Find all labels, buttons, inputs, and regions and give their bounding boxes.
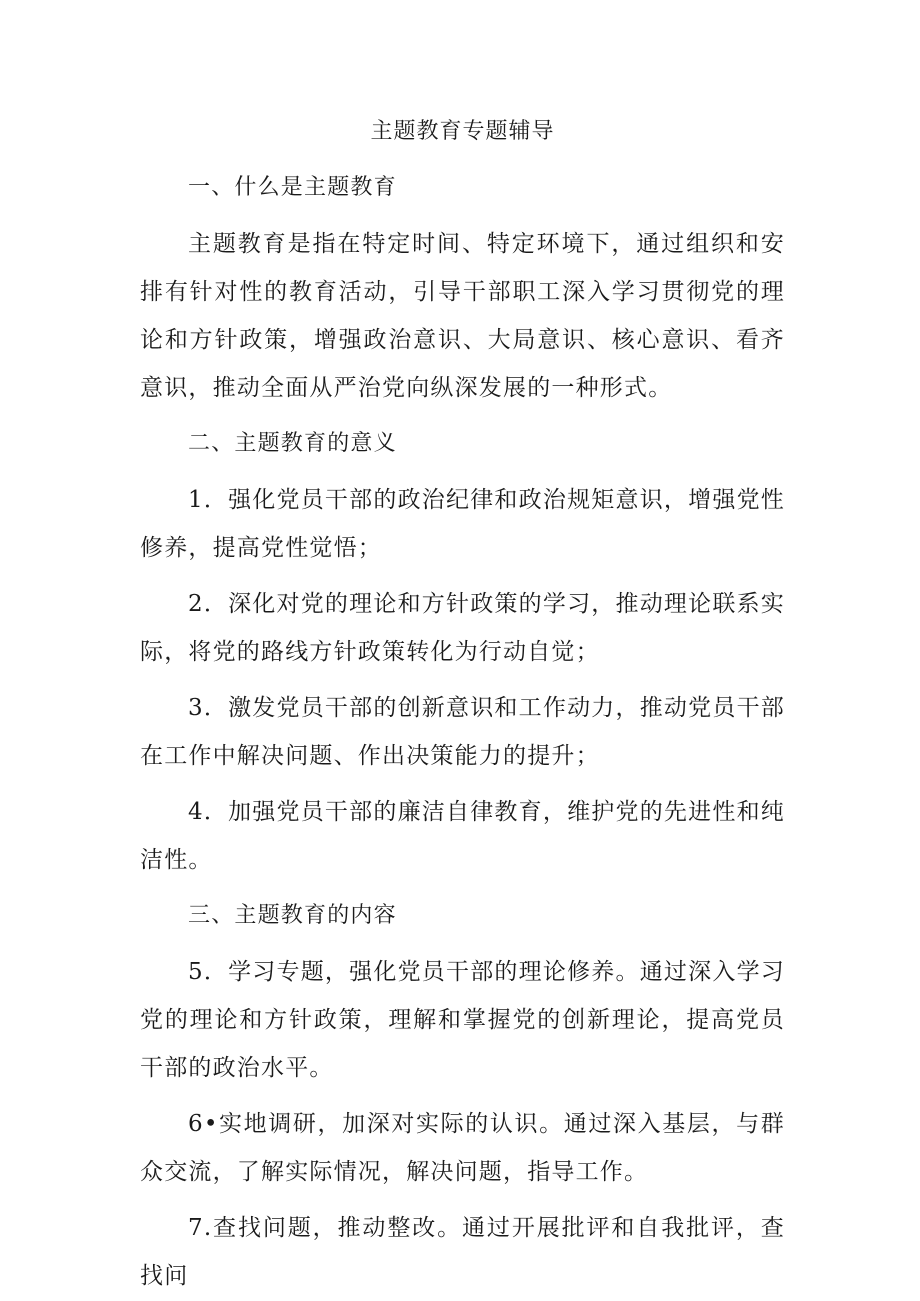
section-heading: 三、主题教育的内容 <box>188 903 397 928</box>
document-title: 主题教育专题辅导 <box>370 119 555 144</box>
section-heading: 二、主题教育的意义 <box>188 431 397 456</box>
paragraph: 4．加强党员干部的廉洁自律教育，维护党的先进性和纯洁性。 <box>140 799 785 873</box>
section-2 <box>140 420 785 892</box>
paragraph: 1．强化党员干部的政治纪律和政治规矩意识，增强党性修养，提高党性觉悟； <box>140 487 785 561</box>
section-3 <box>140 892 785 1300</box>
document-page <box>140 118 785 1300</box>
section-1 <box>140 164 785 420</box>
paragraph: 7.查找问题，推动整改。通过开展批评和自我批评，查找问 <box>140 1215 785 1289</box>
paragraph: 2．深化对党的理论和方针政策的学习，推动理论联系实际，将党的路线方针政策转化为行动自觉； <box>140 591 785 665</box>
paragraph: 3．激发党员干部的创新意识和工作动力，推动党员干部在工作中解决问题、作出决策能力的提升； <box>140 695 785 769</box>
paragraph: 6•实地调研，加深对实际的认识。通过深入基层，与群众交流，了解实际情况，解决问题，指导工作。 <box>140 1111 785 1185</box>
paragraph: 主题教育是指在特定时间、特定环境下，通过组织和安排有针对性的教育活动，引导干部职工深入学习贯彻党的理论和方针政策，增强政治意识、大局意识、核心意识、看齐意识，推动全面从严治党向纵深发展的一种形式。 <box>140 231 785 401</box>
section-heading: 一、什么是主题教育 <box>188 175 397 200</box>
paragraph: 5．学习专题，强化党员干部的理论修养。通过深入学习党的理论和方针政策，理解和掌握党的创新理论，提高党员干部的政治水平。 <box>140 959 785 1081</box>
